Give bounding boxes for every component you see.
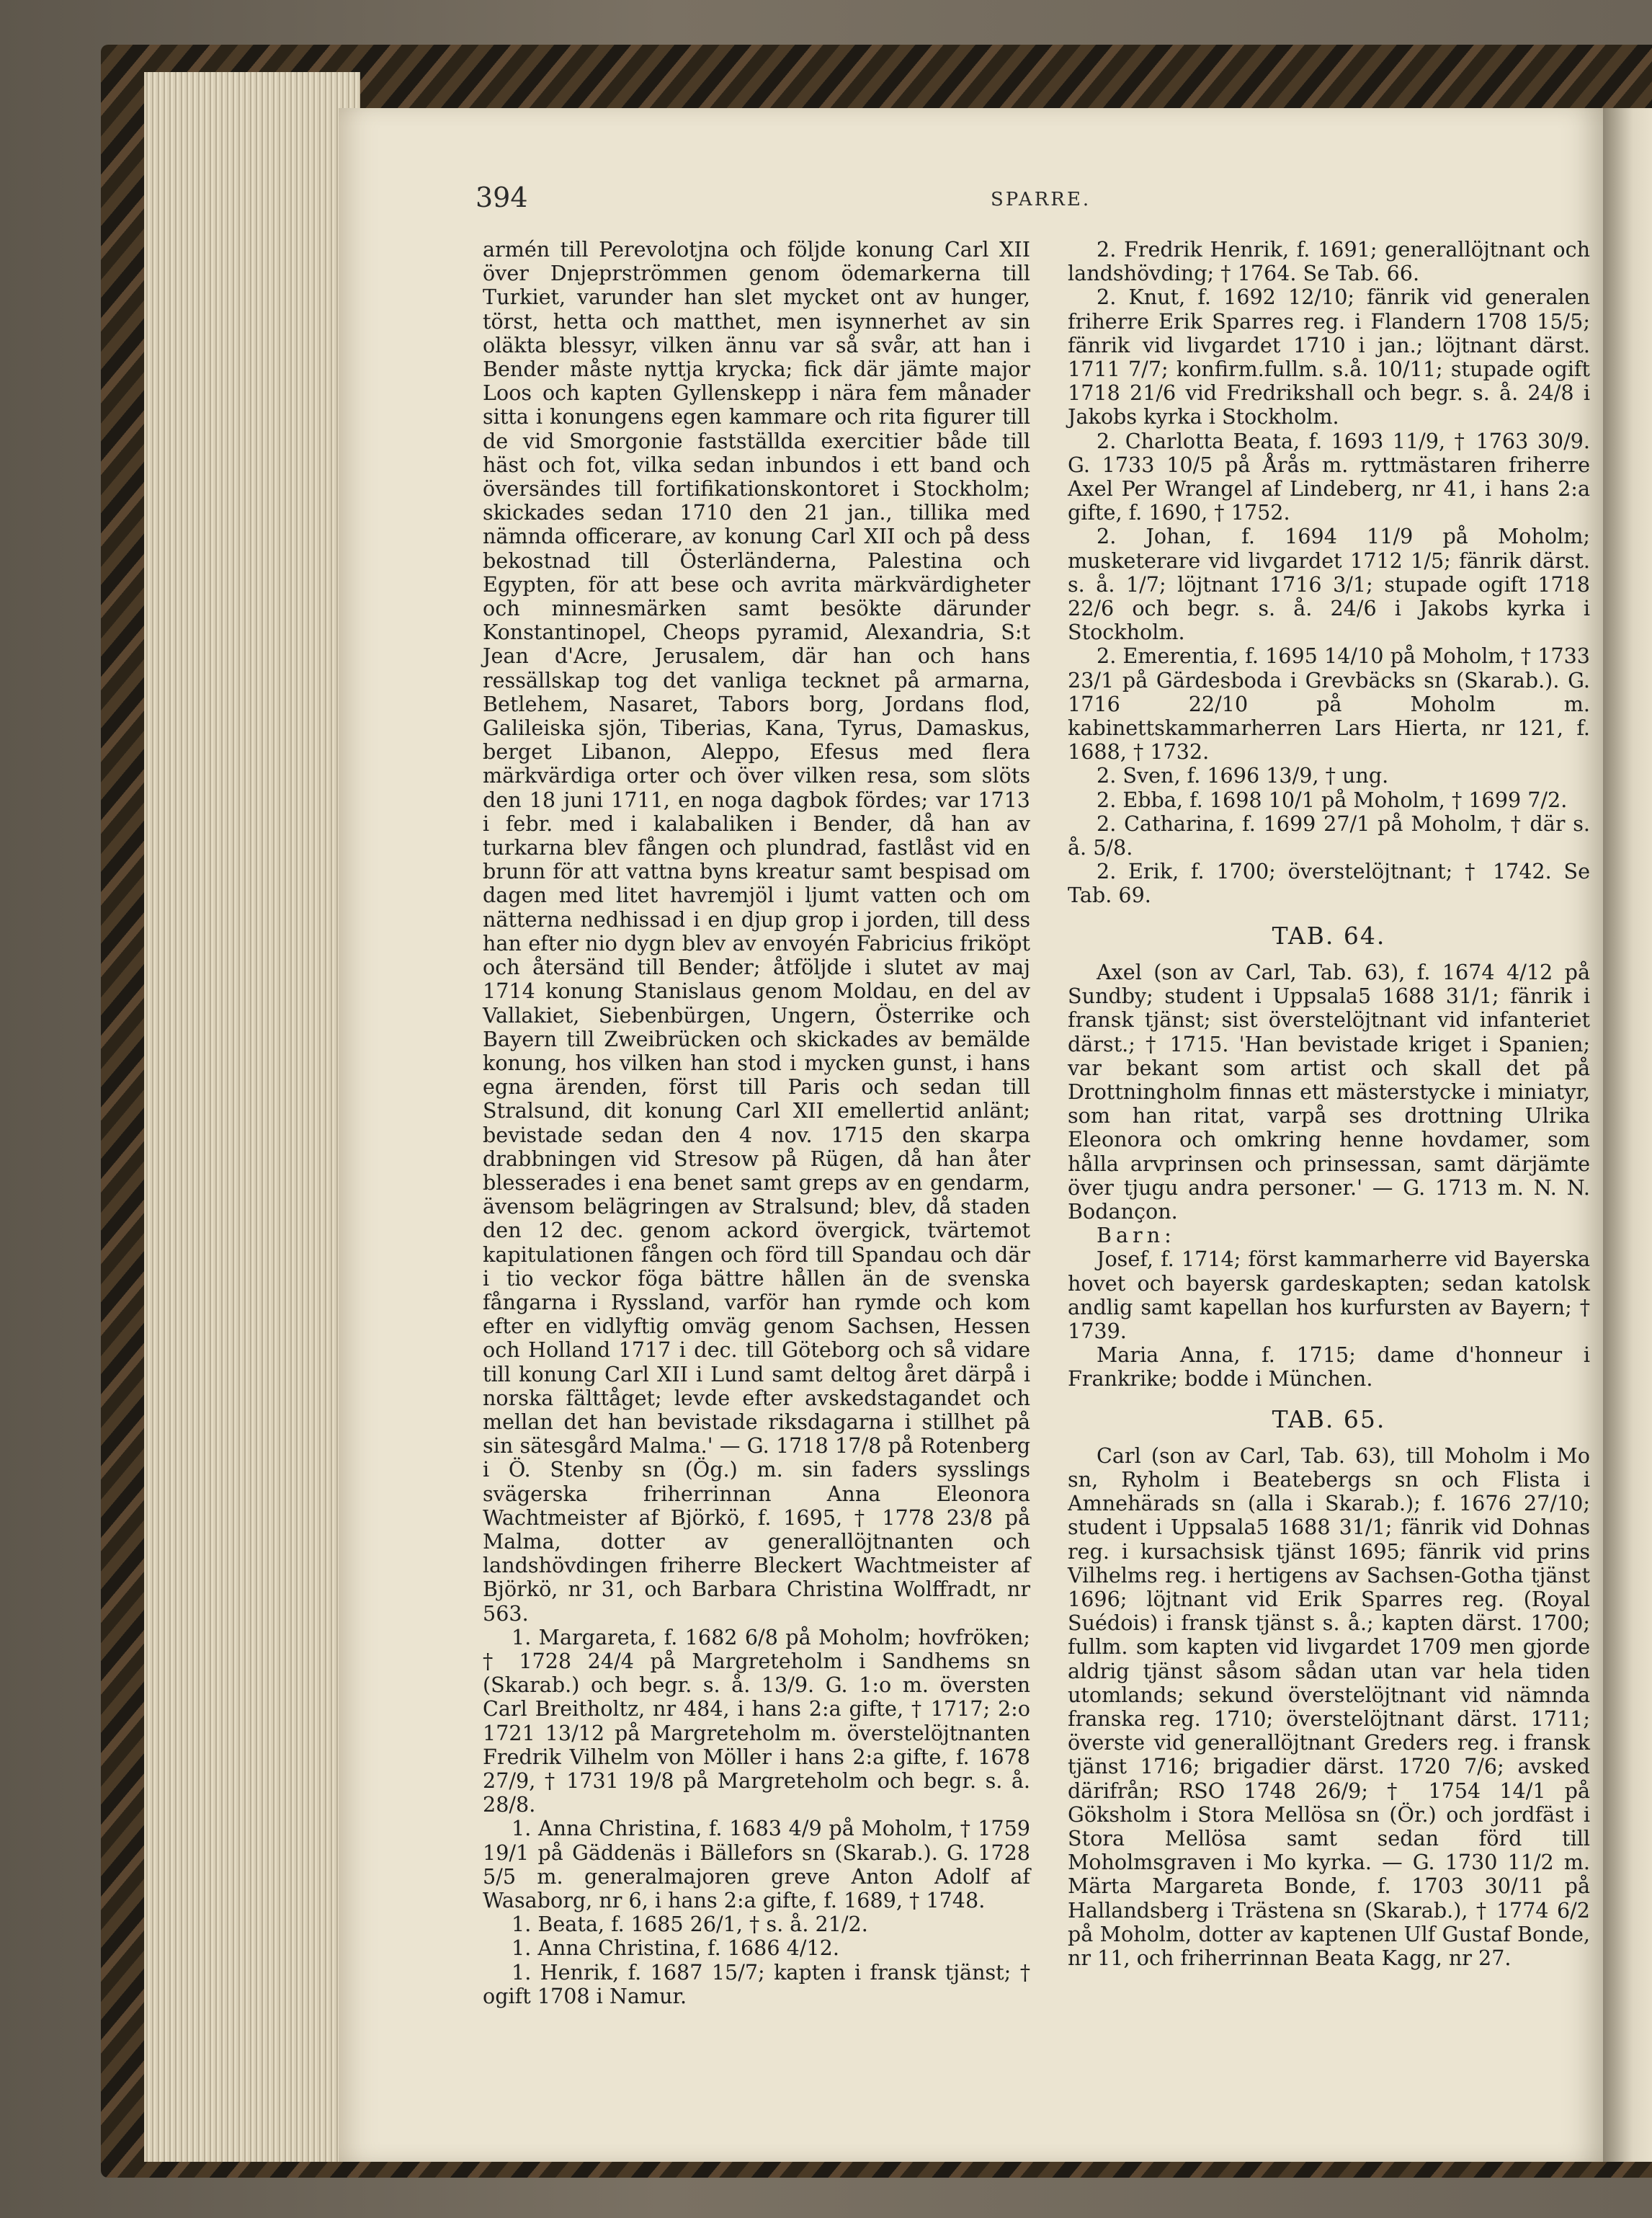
paragraph: 2. Erik, f. 1700; överstelöjtnant; † 1742. Se Tab. 69. <box>1068 859 1590 908</box>
paragraph: 2. Charlotta Beata, f. 1693 11/9, † 1763 30/9. G. 1733 10/5 på Årås m. ryttmästaren friherre Axel Per Wrangel af Lindeberg, nr 41, i hans 2:a gifte, f. 1690, † 1752. <box>1068 428 1590 525</box>
paragraph: 2. Emerentia, f. 1695 14/10 på Moholm, † 1733 23/1 på Gärdesboda i Grevbäcks sn (Skarab.). G. 1716 22/10 på Moholm m. kabinettskammarherren Lars Hierta, nr 121, f. 1688, † 1732. <box>1068 643 1590 765</box>
paragraph: 2. Knut, f. 1692 12/10; fänrik vid generalen friherre Erik Sparres reg. i Flandern 1708 15/5; fänrik vid livgardet 1710 i jan.; löjtnant därst. 1711 7/7; konfirm.fullm. s.å. 10/11; stupade ogift 1718 21/6 vid Fredrikshall och begr. s. å. 24/8 i Jakobs kyrka i Stockholm. <box>1068 285 1590 429</box>
paragraph: 1. Henrik, f. 1687 15/7; kapten i fransk tjänst; † ogift 1708 i Namur. <box>483 1959 1030 2008</box>
paragraph: 1. Anna Christina, f. 1683 4/9 på Moholm, † 1759 19/1 på Gäddenäs i Bällefors sn (Skarab.). G. 1728 5/5 m. generalmajoren greve Anton Adolf af Wasaborg, nr 6, i hans 2:a gifte, f. 1689, † 1748. <box>483 1816 1030 1913</box>
section-heading-tab-64: TAB. 64. <box>1272 921 1386 950</box>
paragraph: 2. Fredrik Henrik, f. 1691; generallöjtnant och landshövding; † 1764. Se Tab. 66. <box>1068 237 1590 286</box>
left-column <box>483 238 1030 2008</box>
paragraph: 1. Margareta, f. 1682 6/8 på Moholm; hovfröken; † 1728 24/4 på Margreteholm i Sandhems sn (Skarab.) och begr. s. å. 13/9. G. 1:o m. översten Carl Breitholtz, nr 484, i hans 2:a gifte, † 1717; 2:o 1721 13/12 på Margreteholm m. överstelöjtnanten Fredrik Vilhelm von Möller i hans 2:a gifte, f. 1678 27/9, † 1731 19/8 på Margreteholm och begr. s. å. 28/8. <box>483 1624 1030 1817</box>
running-head: SPARRE. <box>991 189 1091 210</box>
right-column <box>1068 238 1590 1970</box>
paragraph: armén till Perevolotjna och följde konung Carl XII över Dnjeprströmmen genom ödemarkerna till Turkiet, varunder han slet mycket ont av hunger, törst, hetta och matthet, men isynnerhet av sin oläkta blessyr, vilken ännu var så svår, att han i Bender måste nyttja krycka; fick där jämte major Loos och kapten Gyllenskepp i nära fem månader sitta i konungens egen kammare och rita figurer till de vid Smorgonie fastställda exercitier både till häst och fot, vilka sedan inbundos i ett band och översändes till fortifikationskontoret i Stockholm; skickades sedan 1710 den 21 jan., tillika med nämnda officerare, av konung Carl XII och på dess bekostnad till Österländerna, Palestina och Egypten, för att bese och avrita märkvärdigheter och minnesmärken samt besökte därunder Konstantinopel, Cheops pyramid, Alexandria, S:t Jean d'Acre, Jerusalem, där han och hans ressällskap tog det vanliga tecknet på armarna, Betlehem, Nasaret, Tabors borg, Jordans flod, Galileiska sjön, Tiberias, Kana, Tyrus, Damaskus, berget Libanon, Aleppo, Efesus med flera märkvärdiga orter och över vilken resa, som slöts den 18 juni 1711, en noga dagbok fördes; var 1713 i febr. med i kalabaliken i Bender, då han av turkarna blev fången och plundrad, fastlåst vid en brunn för att vattna byns kreatur samt bespisad om dagen med litet havremjöl i ljumt vatten och om nätterna nedhissad i en djup grop i jorden, till dess han efter nio dygn blev av envoyén Fabricius friköpt och återsänd till Bender; åtföljde i slutet av maj 1714 konung Stanislaus genom Moldau, en del av Vallakiet, Siebenbürgen, Ungern, Österrike och Bayern till Zweibrücken och skickades av bemälde konung, hos vilken han stod i mycken gunst, i hans egna ärenden, först till Paris och sedan till Stralsund, dit konung Carl XII emellertid anlänt; bevistade sedan den 4 nov. 1715 den skarpa drabbningen vid Stresow på Rügen, då han åter blesserades i ena benet samt greps av en gendarm, ävensom belägringen av Stralsund; blev, då staden den 12 dec. genom ackord övergick, tvärtemot kapitulationen fången och förd till Spandau och där i tio veckor föga bättre hållen än de svenska fångarna i Ryssland, varför han rymde och kom efter en vidlyftig omväg genom Sachsen, Hessen och Holland 1717 i dec. till Göteborg och så vidare till konung Carl XII i Lund samt deltog året därpå i norska fälttåget; levde efter avskedstagandet och mellan det han bevistade riksdagarna i stillhet på sin sätesgård Malma.' — G. 1718 17/8 på Rotenberg i Ö. Stenby sn (Ög.) m. sin faders sysslings svägerska friherrinnan Anna Eleonora Wachtmeister af Björkö, f. 1695, † 1778 23/8 på Malma, dotter av generallöjtnanten och landshövdingen friherre Bleckert Wachtmeister af Björkö, nr 31, och Barbara Christina Wolffradt, nr 563. <box>483 237 1030 1626</box>
section-heading-tab-65: TAB. 65. <box>1272 1404 1386 1433</box>
paragraph: 2. Ebba, f. 1698 10/1 på Moholm, † 1699 7/2. <box>1097 787 1568 812</box>
paragraph: Axel (son av Carl, Tab. 63), f. 1674 4/12 på Sundby; student i Uppsala5 1688 31/1; fänrik i fransk tjänst; sist överstelöjtnant vid infanteriet därst.; † 1715. 'Han bevistade kriget i Spanien; var bekant som artist och skall det på Drottningholm finnas ett mästerstycke i miniatyr, som han ritat, varpå ses drottning Ulrika Eleonora och omkring henne hovdamer, som hålla arvprinsen och prinsessan, samt därjämte över tjugu andra personer.' — G. 1713 m. N. N. Bodançon. <box>1068 959 1590 1224</box>
children-label: Barn: <box>1097 1223 1176 1248</box>
paragraph: 1. Beata, f. 1685 26/1, † s. å. 21/2. <box>512 1912 868 1937</box>
facing-page-edge <box>1603 108 1652 2162</box>
paragraph: Maria Anna, f. 1715; dame d'honneur i Frankrike; bodde i München. <box>1068 1342 1590 1391</box>
page-edges <box>144 72 360 2162</box>
paragraph: 1. Anna Christina, f. 1686 4/12. <box>512 1936 839 1961</box>
paragraph: Carl (son av Carl, Tab. 63), till Moholm i Mo sn, Ryholm i Beatebergs sn och Flista i Amnehärads sn (alla i Skarab.); f. 1676 27/10; student i Uppsala5 1688 31/1; fänrik vid Dohnas reg. i kursachsisk tjänst 1695; fänrik vid prins Vilhelms reg. i hertigens av Sachsen-Gotha tjänst 1696; löjtnant vid Erik Sparres reg. (Royal Suédois) i fransk tjänst s. å.; kapten därst. 1700; fullm. som kapten vid livgardet 1709 men gjorde aldrig tjänst såsom sådan utan var hela tiden utomlands; sekund överstelöjtnant vid nämnda franska reg. 1710; överstelöjtnant därst. 1711; överste vid generallöjtnant Greders reg. i fransk tjänst 1716; brigadier därst. 1720 7/6; avsked därifrån; RSO 1748 26/9; † 1754 14/1 på Göksholm i Stora Mellösa sn (Ör.) och jordfäst i Stora Mellösa samt sedan förd till Moholmsgraven i Mo kyrka. — G. 1730 11/2 m. Märta Margareta Bonde, f. 1703 30/11 på Hallandsberg i Trästena sn (Skarab.), † 1774 6/2 på Moholm, dotter av kaptenen Ulf Gustaf Bonde, nr 11, och friherrinnan Beata Kagg, nr 27. <box>1068 1443 1590 1971</box>
page-header <box>475 182 1484 225</box>
paragraph: 2. Catharina, f. 1699 27/1 på Moholm, † där s. å. 5/8. <box>1068 811 1590 860</box>
paragraph: 2. Sven, f. 1696 13/9, † ung. <box>1097 763 1389 788</box>
paragraph: Josef, f. 1714; först kammarherre vid Bayerska hovet och bayersk gardeskapten; sedan katolsk andlig samt kapellan hos kurfursten av Bayern; † 1739. <box>1068 1247 1590 1343</box>
paragraph: 2. Johan, f. 1694 11/9 på Moholm; musketerare vid livgardet 1712 1/5; fänrik därst. s. å. 1/7; löjtnant 1716 3/1; stupade ogift 1718 22/6 och begr. s. å. 24/6 i Jakobs kyrka i Stockholm. <box>1068 524 1590 645</box>
page-number: 394 <box>475 182 528 213</box>
